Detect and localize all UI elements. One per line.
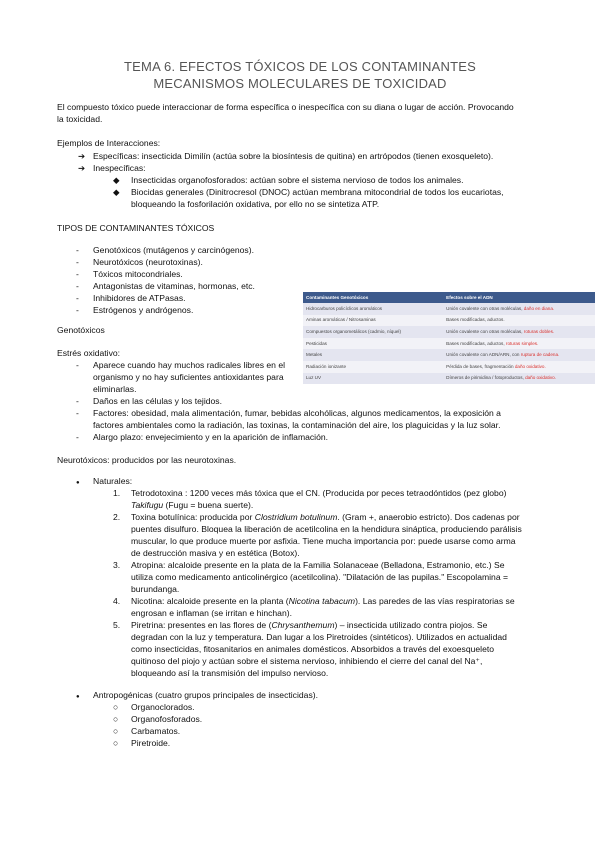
species-name: Chrysanthemum (271, 620, 335, 630)
effect-text: Unión covalente con otras moléculas, (446, 328, 523, 334)
species-name: Clostridium botulinum (254, 512, 338, 522)
dash-bullet: - (76, 396, 79, 406)
table-cell-agent: Aminas aromáticas / Nitrosaminas (303, 315, 443, 327)
table-cell-effect (443, 326, 595, 338)
table-cell-effect (443, 303, 595, 315)
neurotoxic-heading: Neurotóxicos: producidos por las neurotoxinas. (57, 455, 237, 465)
atropine-line-1: Atropina: alcaloide presente en la plata de la Familia Solanaceae (Belladona, Estramonio, etc.) Se (131, 560, 505, 570)
types-item: Inhibidores de ATPasas. (93, 293, 186, 303)
table-cell-effect (443, 338, 595, 350)
botulinum-line-3: muscular, lo que produce muerte por asfixia. Tiene mucha importancia por: puede usarse como arma (131, 536, 516, 546)
oxidative-item-1-line-1: Aparece cuando hay muchos radicales libres en el (93, 360, 286, 370)
round-bullet-icon: ● (76, 480, 80, 486)
effect-text: Dímeros de pirimidina / fotoproductos, (446, 375, 524, 381)
circle-bullet-icon: ○ (113, 738, 119, 748)
pyrethrin-line-4: quitinoso del piojo y actúan sobre el sistema nervioso, inhibiendo el cierre del canal del Na⁺, (131, 656, 483, 666)
page-title (0, 58, 600, 92)
title-line-1: TEMA 6. EFECTOS TÓXICOS DE LOS CONTAMINANTES (124, 59, 476, 74)
genotoxic-heading: Genotóxicos (57, 325, 105, 335)
anthropogenic-heading: Antropogénicas (cuatro grupos principales de insecticidas). (93, 690, 318, 700)
examples-biocides-line-1: Biocidas generales (Dinitrocresol (DNOC) actúan membrana mitocondrial de todos los eucariotas, (131, 187, 504, 197)
text-span: Toxina botulínica: producida por (131, 512, 255, 522)
dash-bullet: - (76, 293, 79, 303)
anthropogenic-item: Carbamatos. (131, 726, 181, 736)
oxidative-heading: Estrés oxidativo: (57, 348, 121, 358)
table-row (303, 303, 595, 315)
effect-highlight: ruptura de cadena. (520, 352, 560, 358)
types-heading: TIPOS DE CONTAMINANTES TÓXICOS (57, 223, 215, 233)
oxidative-item-4: Alargo plazo: envejecimiento y en la aparición de inflamación. (93, 432, 329, 442)
pyrethrin-line-3: como insecticidas, fitosanitarios en animales domésticos. Absorbidos a través del exoesqueleto (131, 644, 495, 654)
dash-bullet: - (76, 257, 79, 267)
table-cell-effect (443, 315, 595, 327)
anthropogenic-item: Organofosforados. (131, 714, 203, 724)
natural-heading: Naturales: (93, 476, 133, 486)
table-cell-agent: Hidrocarburos policíclicos aromáticos (303, 303, 443, 315)
nicotine-line-1 (131, 596, 515, 608)
circle-bullet-icon: ○ (113, 726, 119, 736)
effect-highlight: daño oxidativo. (525, 375, 556, 381)
species-name: Nicotina tabacum (288, 596, 356, 606)
table-cell-effect (443, 349, 595, 361)
atropine-line-3: burundanga. (131, 584, 180, 594)
table-header-row (303, 292, 595, 303)
arrow-bullet-icon: ➔ (78, 151, 86, 161)
table-cell-effect (443, 373, 595, 385)
table-cell-agent: Pesticidas (303, 338, 443, 350)
tetrodotoxin-line-2 (131, 500, 253, 512)
anthropogenic-item: Organoclorados. (131, 702, 195, 712)
botulinum-line-4: de destrucción masiva y en estética (Botox). (131, 548, 300, 558)
table-cell-effect (443, 361, 595, 373)
species-name: Takifugu (131, 500, 164, 510)
examples-heading: Ejemplos de Interacciones: (57, 138, 161, 148)
pyrethrin-line-1 (131, 620, 487, 632)
intro-line-2: la toxicidad. (57, 114, 103, 124)
effect-text: Unión covalente con ADN/ARN, con (446, 352, 520, 358)
text-span: (Fugu = buena suerte). (163, 500, 254, 510)
table-cell-agent: Radiación ionizante (303, 361, 443, 373)
effect-text: Unión covalente con otras moléculas, (446, 305, 523, 311)
atropine-line-2: utiliza como medicamento anticolinérgico (acetilcolina). "Dilatación de las pupilas." Escopolamina = (131, 572, 509, 582)
text-span: Piretrina: presentes en las flores de ( (131, 620, 272, 630)
types-item: Neurotóxicos (neurotoxinas). (93, 257, 203, 267)
pyrethrin-line-2: degradan con la luz y temperatura. Dan lugar a los Piretroides (sintéticos). Utilizados en actualidad (131, 632, 507, 642)
effect-highlight: roturas dobles. (523, 328, 555, 334)
oxidative-item-1-line-2: organismo y no hay suficientes antioxidantes para (93, 372, 284, 382)
anthropogenic-item: Piretroide. (131, 738, 171, 748)
types-item: Estrógenos y andrógenos. (93, 305, 194, 315)
text-span: ). Las paredes de las vías respiratorias se (355, 596, 515, 606)
tetrodotoxin-line-1: Tetrodotoxina : 1200 veces más tóxica que el CN. (Producida por peces tetraodóntidos (pez globo) (131, 488, 507, 498)
table-cell-agent: Metales (303, 349, 443, 361)
text-span: . (Gram +, anaerobio estricto). Dos cadenas por (337, 512, 520, 522)
title-line-2: MECANISMOS MOLECULARES DE TOXICIDAD (153, 76, 447, 91)
table-row (303, 326, 595, 338)
table-row (303, 361, 595, 373)
dash-bullet: - (76, 281, 79, 291)
dash-bullet: - (76, 269, 79, 279)
oxidative-item-3-line-1: Factores: obesidad, mala alimentación, fumar, bebidas alcohólicas, algunos medicamentos, la exposición a (93, 408, 501, 418)
botulinum-line-2: puentes disulfuro. Bloquea la liberación de acetilcolina en la hendidura sináptica, produciendo parálisis (131, 524, 522, 534)
round-bullet-icon: ● (76, 694, 80, 700)
examples-specific: Específicas: insecticida Dimilín (actúa sobre la biosíntesis de quitina) en artrópodos (tienen exosqueleto). (93, 151, 494, 161)
types-item: Tóxicos mitocondriales. (93, 269, 183, 279)
pyrethrin-line-5: bloqueando así la transmisión del impulso nervioso. (131, 668, 329, 678)
circle-bullet-icon: ○ (113, 702, 119, 712)
effect-highlight: daño oxidativo. (514, 363, 546, 369)
nicotine-line-2: engrosan e inflaman (se irritan e hinchan). (131, 608, 292, 618)
list-number: 2. (113, 512, 121, 522)
arrow-bullet-icon: ➔ (78, 163, 86, 173)
dash-bullet: - (76, 305, 79, 315)
text-span: ) – insecticida utilizado contra piojos. Se (334, 620, 488, 630)
effect-text: Bases modificadas, aductos, (446, 340, 505, 346)
examples-nonspecific: Inespecíficas: (93, 163, 146, 173)
types-item: Antagonistas de vitaminas, hormonas, etc. (93, 281, 255, 291)
table-cell-agent: Luz UV (303, 373, 443, 385)
effect-text: Bases modificadas, aductos. (446, 317, 505, 323)
types-item: Genotóxicos (mutágenos y carcinógenos). (93, 245, 254, 255)
list-number: 1. (113, 488, 121, 498)
oxidative-item-3-line-2: factores ambientales como la radiación, las toxinas, la contaminación del aire, los plaguicidas y la luz solar. (93, 420, 501, 430)
text-span: Nicotina: alcaloide presente en la planta ( (131, 596, 289, 606)
dash-bullet: - (76, 408, 79, 418)
oxidative-item-2: Daños en las células y los tejidos. (93, 396, 222, 406)
diamond-bullet-icon: ◆ (113, 187, 120, 197)
list-number: 3. (113, 560, 121, 570)
genotoxic-effects-table (303, 292, 595, 384)
table-cell-agent: Compuestos organometálicos (cadmio, níquel) (303, 326, 443, 338)
table-row (303, 373, 595, 385)
list-number: 5. (113, 620, 121, 630)
table-header-cell: Efectos sobre el ADN (443, 292, 595, 303)
dash-bullet: - (76, 245, 79, 255)
table-row (303, 315, 595, 327)
examples-biocides-line-2: bloqueando la fosforilación oxidativa, por ello no se sintetiza ATP. (131, 199, 380, 209)
effect-highlight: daño en diana. (523, 305, 555, 311)
diamond-bullet-icon: ◆ (113, 175, 120, 185)
list-number: 4. (113, 596, 121, 606)
table-row (303, 349, 595, 361)
table-header-cell: Contaminantes Genotóxicos (303, 292, 443, 303)
effect-text: Pérdida de bases, fragmentación (446, 363, 514, 369)
table-row (303, 338, 595, 350)
examples-organophosphates: Insecticidas organofosforados: actúan sobre el sistema nervioso de todos los animales. (131, 175, 464, 185)
intro-line-1: El compuesto tóxico puede interaccionar de forma específica o inespecífica con su diana o lugar de acción. Provocando (57, 102, 514, 112)
dash-bullet: - (76, 360, 79, 370)
dash-bullet: - (76, 432, 79, 442)
botulinum-line-1 (131, 512, 520, 524)
oxidative-item-1-line-3: eliminarlas. (93, 384, 137, 394)
effect-highlight: roturas simples. (505, 340, 539, 346)
circle-bullet-icon: ○ (113, 714, 119, 724)
